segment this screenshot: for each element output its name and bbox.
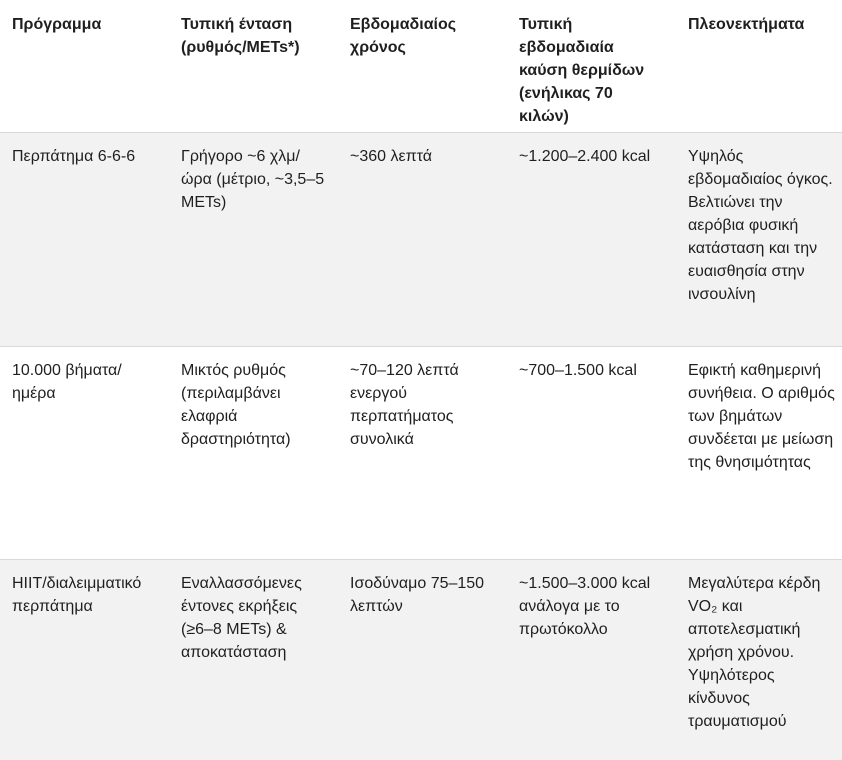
- cell-calories: ~700–1.500 kcal: [507, 347, 676, 560]
- header-intensity: Τυπική ένταση (ρυθμός/METs*): [169, 0, 338, 133]
- table-row: [0, 347, 842, 560]
- cell-intensity: Γρήγορο ~6 χλμ/ώρα (μέτριο, ~3,5–5 METs): [169, 133, 338, 347]
- header-program: Πρόγραμμα: [0, 0, 169, 133]
- cell-intensity: Μικτός ρυθμός (περιλαμβάνει ελαφριά δραστηριότητα): [169, 347, 338, 560]
- cell-benefits: Μεγαλύτερα κέρδη VO₂ και αποτελεσματική χρήση χρόνου. Υψηλότερος κίνδυνος τραυματισμού: [676, 560, 842, 760]
- cell-program: Περπάτημα 6-6-6: [0, 133, 169, 347]
- header-benefits: Πλεονεκτήματα: [676, 0, 842, 133]
- table-row: [0, 133, 842, 347]
- cell-weekly-time: Ισοδύναμο 75–150 λεπτών: [338, 560, 507, 760]
- cell-calories: ~1.500–3.000 kcal ανάλογα με το πρωτόκολλο: [507, 560, 676, 760]
- cell-benefits: Υψηλός εβδομαδιαίος όγκος. Βελτιώνει την αερόβια φυσική κατάσταση και την ευαισθησία στην ινσουλίνη: [676, 133, 842, 347]
- cell-program: HIIT/διαλειμματικό περπάτημα: [0, 560, 169, 760]
- header-calories: Τυπική εβδομαδιαία καύση θερμίδων (ενήλικας 70 κιλών): [507, 0, 676, 133]
- cell-calories: ~1.200–2.400 kcal: [507, 133, 676, 347]
- cell-weekly-time: ~70–120 λεπτά ενεργού περπατήματος συνολικά: [338, 347, 507, 560]
- cell-program: 10.000 βήματα/ημέρα: [0, 347, 169, 560]
- cell-intensity: Εναλλασσόμενες έντονες εκρήξεις (≥6–8 METs) & αποκατάσταση: [169, 560, 338, 760]
- cell-benefits: Εφικτή καθημερινή συνήθεια. Ο αριθμός των βημάτων συνδέεται με μείωση της θνησιμότητας: [676, 347, 842, 560]
- table-header-row: [0, 0, 842, 133]
- cell-weekly-time: ~360 λεπτά: [338, 133, 507, 347]
- table-row: [0, 560, 842, 760]
- header-weekly-time: Εβδομαδιαίος χρόνος: [338, 0, 507, 133]
